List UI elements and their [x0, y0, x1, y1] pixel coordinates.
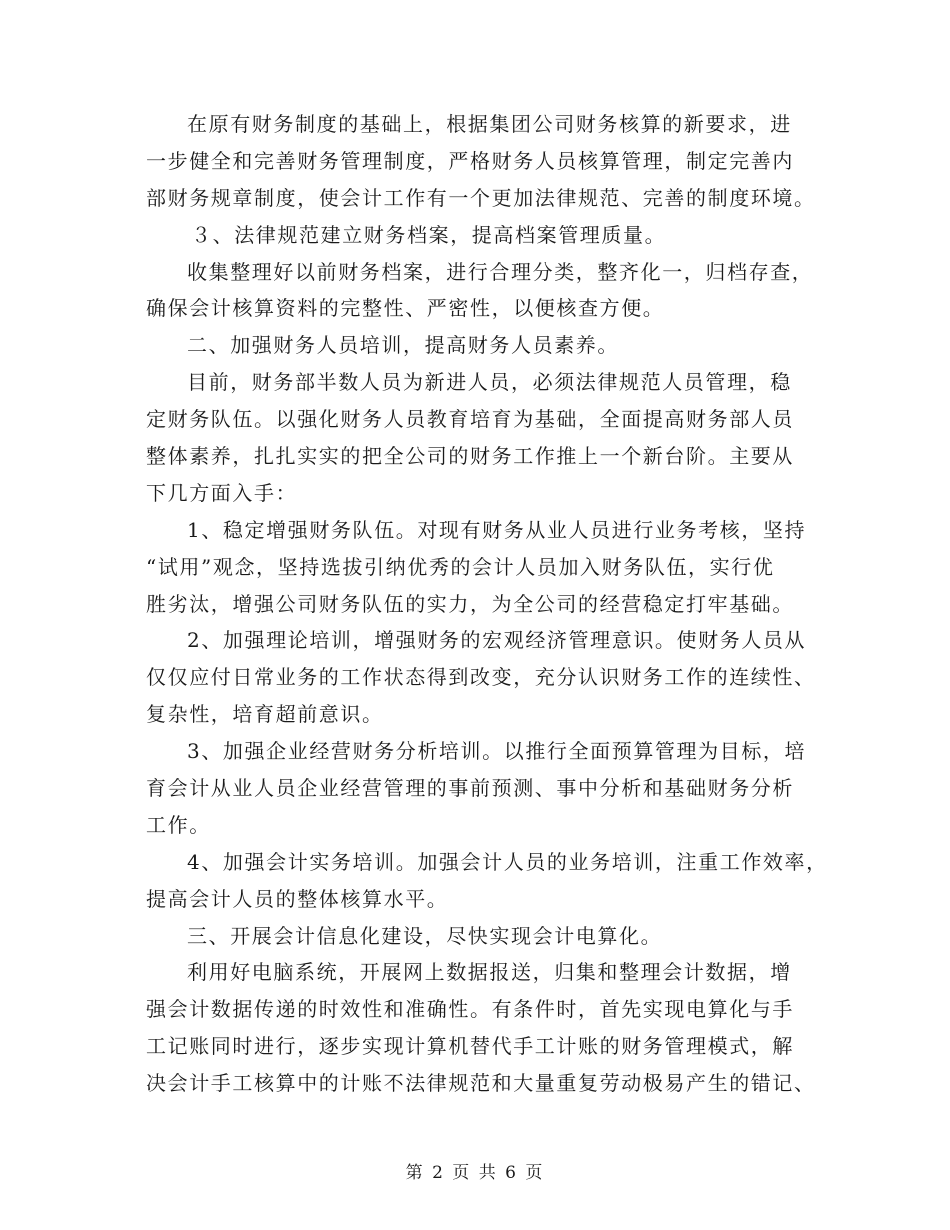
paragraph-line: 确保会计核算资料的完整性、严密性，以便核查方便。 [146, 296, 665, 321]
paragraph-line: 仅仅应付日常业务的工作状态得到改变，充分认识财务工作的连续性、 [146, 665, 816, 690]
paragraph-line: 部财务规章制度，使会计工作有一个更加法律规范、完善的制度环境。 [146, 185, 816, 210]
page-number-footer: 第 2 页 共 6 页 [405, 1163, 545, 1183]
paragraph-line: 决会计手工核算中的计账不法律规范和大量重复劳动极易产生的错记、 [146, 1071, 816, 1096]
paragraph-line: 收集整理好以前财务档案，进行合理分类，整齐化一，归档存查， [187, 259, 814, 284]
paragraph-line: 4、加强会计实务培训。加强会计人员的业务培训，注重工作效率， [187, 849, 828, 874]
section-heading: 三、开展会计信息化建设，尽快实现会计电算化。 [187, 923, 663, 948]
paragraph-line: 胜劣汰，增强公司财务队伍的实力，为全公司的经营稳定打牢基础。 [146, 591, 794, 616]
paragraph-line: 整体素养，扎扎实实的把全公司的财务工作推上一个新台阶。主要从 [146, 444, 794, 469]
paragraph-line: “试用”观念，坚持选拔引纳优秀的会计人员加入财务队伍，实行优 [146, 554, 775, 579]
paragraph-line: 利用好电脑系统，开展网上数据报送，归集和整理会计数据，增 [187, 960, 792, 985]
paragraph-line: 2、加强理论培训，增强财务的宏观经济管理意识。使财务人员从 [187, 628, 807, 653]
paragraph-line: 3、加强企业经营财务分析培训。以推行全面预算管理为目标，培 [187, 739, 807, 764]
paragraph-line: 育会计从业人员企业经营管理的事前预测、事中分析和基础财务分析 [146, 776, 794, 801]
paragraph-line: 定财务队伍。以强化财务人员教育培育为基础，全面提高财务部人员 [146, 407, 794, 432]
paragraph-line: 下几方面入手： [146, 480, 298, 505]
paragraph-line: 在原有财务制度的基础上，根据集团公司财务核算的新要求，进 [187, 112, 792, 136]
paragraph-line: 复杂性，培育超前意识。 [146, 702, 384, 727]
paragraph-line: 1、稳定增强财务队伍。对现有财务从业人员进行业务考核，坚持 [187, 517, 807, 542]
paragraph-line: 工作。 [146, 812, 211, 837]
paragraph-line: 目前，财务部半数人员为新进人员，必须法律规范人员管理，稳 [187, 370, 792, 395]
paragraph-line: 强会计数据传递的时效性和准确性。有条件时，首先实现电算化与手 [146, 997, 794, 1022]
paragraph-line: 一步健全和完善财务管理制度，严格财务人员核算管理，制定完善内 [146, 148, 794, 173]
paragraph-line: 提高会计人员的整体核算水平。 [146, 886, 449, 911]
document-body [146, 106, 828, 1102]
section-heading: 二、加强财务人员培训，提高财务人员素养。 [187, 333, 619, 358]
section-heading: ３、法律规范建立财务档案，提高档案管理质量。 [191, 222, 667, 247]
paragraph-line: 工记账同时进行，逐步实现计算机替代手工计账的财务管理模式，解 [146, 1034, 794, 1059]
